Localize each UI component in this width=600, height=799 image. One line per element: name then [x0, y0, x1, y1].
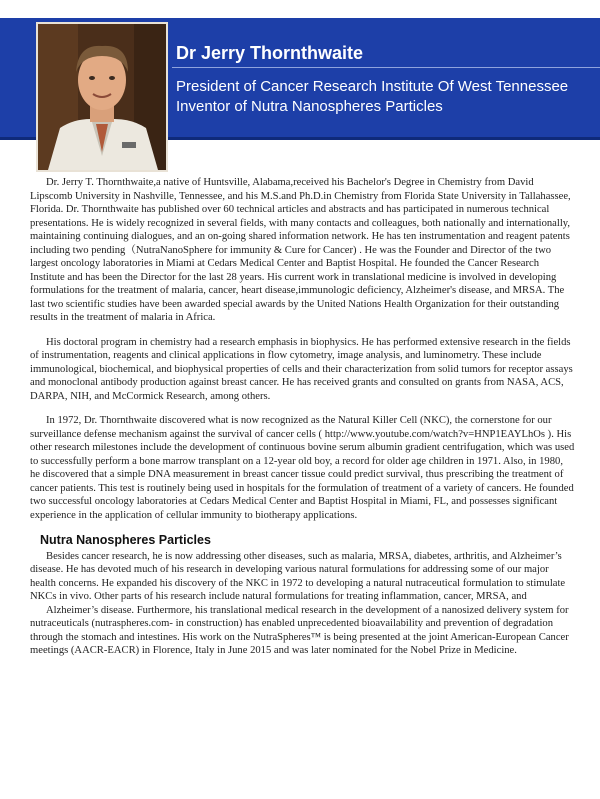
header-divider [172, 67, 600, 68]
nutra-paragraph-1: Besides cancer research, he is now addressing other diseases, such as malaria, MRSA, diabetes, arthritis, and Alzheimer’s disease. He has devoted much of his research in developing various natural formulations for addressing some of our major health concerns. He expanded his discovery of the NKC in 1972 to developing a natural nutraceutical formulation to stimulate NKCs in vivo. Other parts of his research include natural formulations for treating inflammation, cancer, MRSA, and [30, 550, 566, 602]
portrait-photo [36, 22, 168, 172]
biography-content [30, 176, 575, 658]
bio-paragraph-3: In 1972, Dr. Thornthwaite discovered what is now recognized as the Natural Killer Cell (NKC), the cornerstone for our surveillance defense mechanism against the survival of cancer cells ( http://www.youtube.com/watch?v=HNP1EAYLhOs ). His other research milestones include the development of continuous bovine serum albumin gradient centrifugation, which was used to successfully perform a bone marrow transplant on a 12-year old boy, a record for older age children in 1971. Also, in 1980, he discovered that a simple DNA measurement in breast cancer tissue could predict survival, thus prescribing the treatment of cancer patients. This test is routinely being used in hospitals for the formulation of treatment of a variety of cancers. He founded two successful oncology laboratories at Cedars Medical Center and Baptist Hospital in Miami, FL, and possesses significant experience in the application of cellular immunity to biotherapy applications. [30, 415, 575, 521]
portrait-illustration [38, 24, 166, 170]
person-name: Dr Jerry Thornthwaite [176, 43, 364, 63]
role-president: President of Cancer Research Institute Of West Tennessee [176, 78, 569, 95]
role-inventor: Inventor of Nutra Nanospheres Particles [176, 98, 443, 115]
bio-paragraph-1: Dr. Jerry T. Thornthwaite,a native of Huntsville, Alabama,received his Bachelor's Degree in Chemistry from David Lipscomb University in Nashville, Tennessee, and his M.S.and Ph.D.in Chemistry from Florida State University in Tallahassee, Florida. Dr. Thornthwaite has published over 60 technical articles and abstracts and has participated in numerous technical presentations. He is widely recognized in several fields, with many contacts and colleagues, both nationally and internationally, maintaining continuing dialogues, and an on-going shared information network. He has ten instrumentation and reagent patents including two pending（NutraNanoSphere for immunity & Cure for Cancer) . He was the Founder and Director of the two largest oncology laboratories in Miami at Cedars Medical Center and Baptist Hospital. He founded the Cancer Research Institute and has been the Director for the last 28 years. His current work in translational medicine is involved in developing formulations for the treatment of malaria, cancer, heart disease,immunologic deficiency, Alzheimer's disease, and MRSA. The last two scientific studies have been awarded special awards by the United Nations Health Organization for their outstanding results in the treatment of malaria in Africa. [30, 177, 571, 323]
section-title-nutra: Nutra Nanospheres Particles [40, 533, 211, 547]
nutra-paragraph-2: Alzheimer’s disease. Furthermore, his translational medical research in the development of a nanosized delivery system for nutraceuticals (nutraspheres.com- in construction) has enabled unprecedented bioavailability and prevention of degradation through the stomach and intestines. His work on the NutraSpheres™ is being presented at the joint American-European Cancer meetings (AACR-EACR) in Florence, Italy in June 2015 and was later nominated for the Nobel Prize in Medicine. [30, 604, 569, 656]
bio-paragraph-2: His doctoral program in chemistry had a research emphasis in biophysics. He has performed extensive research in the fields of instrumentation, reagents and clinical applications in flow cytometry, image analysis, and luminometry. These include immunological, biochemical, and biophysical properties of cells and their characterization from solid tumors for receptor assays and monoclonal antibody production against breast cancer. He has received grants and consulted on grants from NASA, ACS, DARPA, NIH, and McCormick Research, among others. [30, 336, 573, 402]
header [0, 0, 600, 170]
